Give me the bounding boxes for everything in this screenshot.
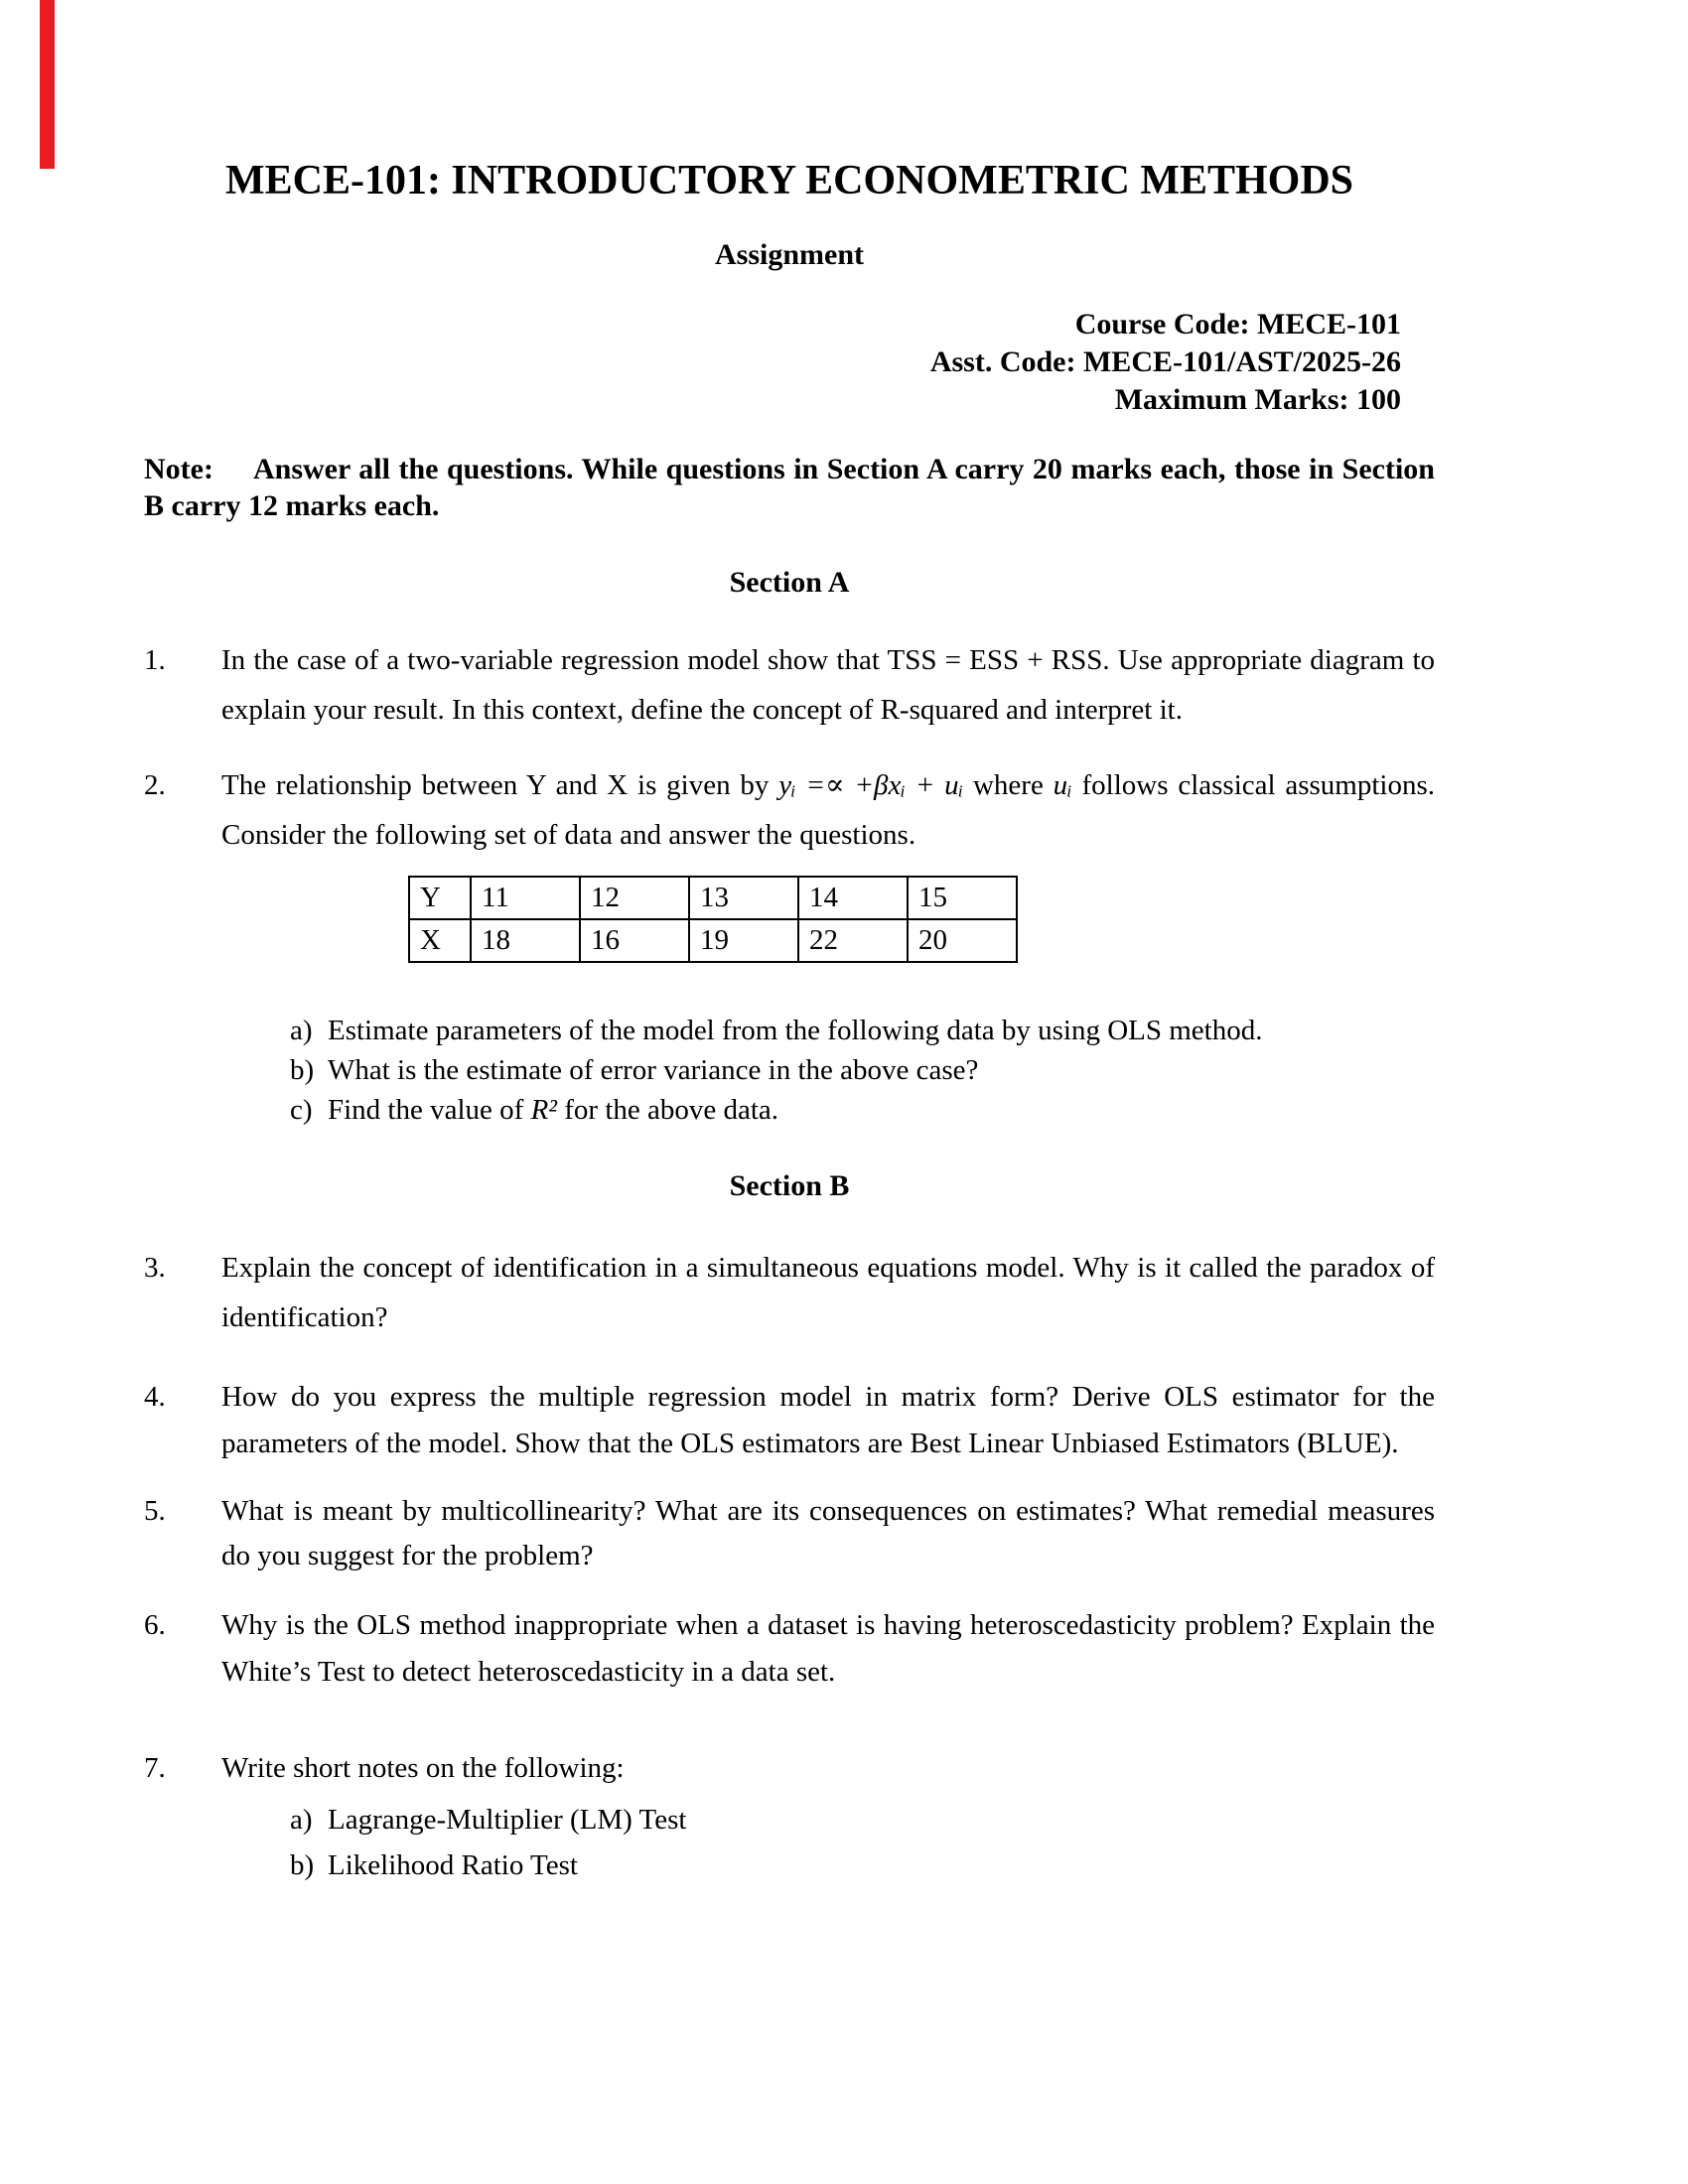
meta-block [144,306,1435,419]
table-cell: 12 [580,877,689,919]
data-table [408,876,1018,963]
section-b-heading: Section B [729,1169,850,1203]
question-3 [144,1243,1435,1342]
question-4-text: How do you express the multiple regression model in matrix form? Derive OLS estimator for the parameters of the model. Show that the OLS estimators are Best Linear Unbiased Estimators (BLUE). [221,1381,1435,1460]
maximum-marks: Maximum Marks: 100 [1114,383,1401,417]
question-3-text: Explain the concept of identification in a simultaneous equations model. Why is it called the paradox of identification? [221,1252,1435,1334]
question-1-text: In the case of a two-variable regression model show that TSS = ESS + RSS. Use appropriate diagram to explain your result. In this context, define the concept of R-squared and interpret it. [221,644,1435,727]
question-6-text: Why is the OLS method inappropriate when a dataset is having heteroscedasticity problem? Explain the White’s Test to detect heteroscedasticity in a data set. [221,1609,1435,1689]
subpart-b-text: Likelihood Ratio Test [328,1849,578,1882]
note [144,451,1435,524]
subpart-c [290,1090,1435,1130]
question-2-body [221,760,1435,1130]
table-cell: 11 [471,877,580,919]
section-a-heading: Section A [729,566,850,600]
r-squared-symbol: R² [530,1094,557,1127]
table-cell: 22 [798,919,908,962]
question-6 [144,1602,1435,1696]
question-7 [144,1745,1435,1888]
question-2-text: where [963,769,1054,802]
subpart-a-text: Lagrange-Multiplier (LM) Test [328,1804,687,1837]
question-2 [144,760,1435,1130]
question-2-number: 2. [144,769,166,802]
table-cell: 13 [689,877,798,919]
error-term: uᵢ [1053,769,1072,802]
table-cell: 19 [689,919,798,962]
question-5-text: What is meant by multicollinearity? What are its consequences on estimates? What remedial measures do you suggest for the problem? [221,1495,1435,1572]
question-6-number: 6. [144,1609,166,1642]
question-7-body [221,1745,1435,1888]
table-cell: 18 [471,919,580,962]
subpart-b [290,1843,1435,1888]
question-7-subparts [290,1797,1435,1888]
regression-formula: yᵢ =∝ +βxᵢ + uᵢ [778,769,964,802]
course-code: Course Code: MECE-101 [1074,308,1401,341]
table-row-x [409,919,1017,962]
page-content [144,0,1435,1888]
table-cell: 15 [908,877,1017,919]
table-cell: X [409,919,471,962]
subpart-a-label: a) [290,1015,313,1047]
subpart-a-text: Estimate parameters of the model from the following data by using OLS method. [328,1015,1263,1047]
table-row-y [409,877,1017,919]
red-marker [40,0,55,169]
question-5 [144,1489,1435,1578]
question-3-number: 3. [144,1252,166,1285]
question-4-number: 4. [144,1381,166,1414]
note-label: Note: [144,453,213,486]
table-cell: Y [409,877,471,919]
assignment-code: Asst. Code: MECE-101/AST/2025-26 [929,345,1401,379]
question-2-subparts [290,1011,1435,1130]
question-4 [144,1374,1435,1467]
subpart-b-label: b) [290,1849,315,1882]
question-7-text: Write short notes on the following: [221,1752,625,1785]
table-cell: 16 [580,919,689,962]
subpart-a [290,1011,1435,1050]
question-1-number: 1. [144,644,166,677]
subpart-c-label: c) [290,1094,313,1127]
question-5-number: 5. [144,1495,166,1528]
subpart-a [290,1797,1435,1843]
page-subtitle: Assignment [714,238,864,272]
page-title: MECE-101: INTRODUCTORY ECONOMETRIC METHODS [224,158,1354,204]
table-cell: 20 [908,919,1017,962]
question-2-text: follows classical assumptions. Consider the following set of data and answer the questions. [221,769,1435,852]
subpart-b-label: b) [290,1054,315,1087]
subpart-b [290,1050,1435,1090]
subpart-a-label: a) [290,1804,313,1837]
question-1 [144,635,1435,735]
subpart-b-text: What is the estimate of error variance in the above case? [328,1054,979,1087]
question-7-number: 7. [144,1752,166,1785]
question-2-text: The relationship between Y and X is given by [221,769,779,802]
subpart-c-text: Find the value of R² for the above data. [328,1094,779,1127]
note-text: Answer all the questions. While questions in Section A carry 20 marks each, those in Section B carry 12 marks each. [144,453,1435,523]
table-cell: 14 [798,877,908,919]
